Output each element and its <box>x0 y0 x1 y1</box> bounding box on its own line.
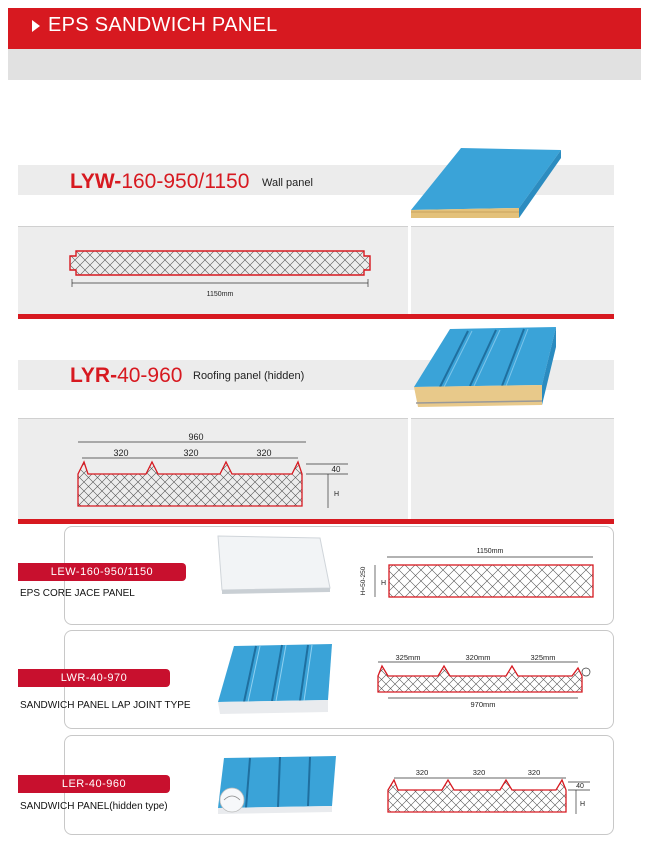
segment3-label: 320 <box>256 448 272 458</box>
card1-thickness-label: H=50-250 <box>360 566 367 596</box>
card2-seg2-label: 320mm <box>465 653 491 662</box>
card1-width-label: 1150mm <box>476 548 504 555</box>
wall-panel-section-drawing <box>60 245 380 305</box>
triangle-arrow-icon <box>32 20 40 32</box>
section1-blank-panel <box>411 226 614 314</box>
section1-description: Wall panel <box>262 177 313 189</box>
card1-subtitle: EPS CORE JACE PANEL <box>20 588 135 599</box>
card3-h-label: H <box>580 801 586 808</box>
height-label: 40 <box>331 465 341 474</box>
card3-tag: LER-40-960 <box>18 775 170 793</box>
total-width-label: 960 <box>188 432 204 442</box>
roofing-panel-section-drawing <box>66 428 366 516</box>
h-label: H <box>334 491 340 498</box>
flat-panel-image <box>212 534 342 594</box>
dimension-label: 1150mm <box>206 291 234 298</box>
section2-code: LYR-40-960 <box>70 364 183 387</box>
card2-subtitle: SANDWICH PANEL LAP JOINT TYPE <box>20 700 191 711</box>
card1-tag: LEW-160-950/1150 <box>18 563 186 581</box>
card3-seg1-label: 320 <box>415 768 429 777</box>
section2-description: Roofing panel (hidden) <box>193 370 305 382</box>
section1-code: LYW-160-950/1150 <box>70 170 250 193</box>
hidden-type-section-drawing <box>384 760 596 822</box>
roofing-panel-image <box>410 325 565 415</box>
card1-h-label: H <box>381 580 387 587</box>
card2-seg3-label: 325mm <box>530 653 556 662</box>
page-title: EPS SANDWICH PANEL <box>48 14 278 36</box>
card2-tag: LWR-40-970 <box>18 669 170 687</box>
header-band <box>8 49 641 80</box>
section2-blank-panel <box>411 418 614 520</box>
section1-divider <box>18 314 614 319</box>
section2-divider <box>18 519 614 524</box>
hidden-type-panel-image <box>210 750 350 830</box>
card3-seg2-label: 320 <box>472 768 486 777</box>
eps-core-section-drawing <box>355 537 605 605</box>
card2-seg1-label: 325mm <box>395 653 421 662</box>
card3-subtitle: SANDWICH PANEL(hidden type) <box>20 801 168 812</box>
lap-joint-section-drawing <box>368 648 598 710</box>
card2-total-label: 970mm <box>470 700 496 709</box>
lap-joint-panel-image <box>214 640 344 720</box>
card3-seg3-label: 320 <box>527 768 541 777</box>
wall-panel-image <box>405 146 565 224</box>
segment1-label: 320 <box>113 448 129 458</box>
segment2-label: 320 <box>183 448 199 458</box>
card3-height-label: 40 <box>576 783 584 790</box>
